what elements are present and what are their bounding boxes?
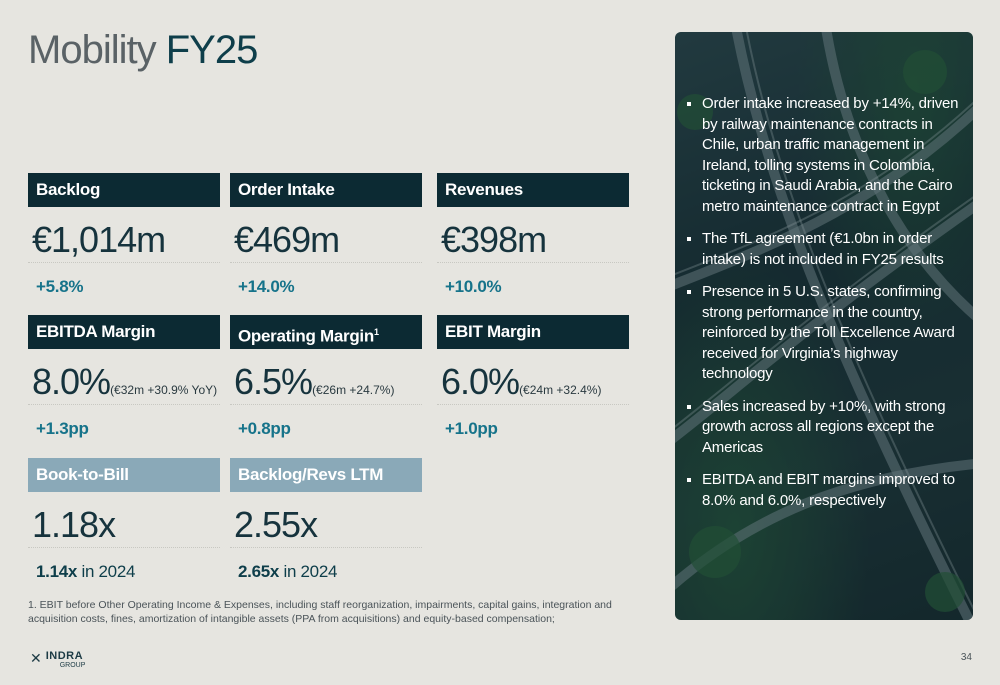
kpi-value-detail: (€26m +24.7%): [312, 383, 395, 397]
kpi-change: +1.0pp: [445, 419, 498, 438]
kpi-header: Operating Margin$^1$: [230, 315, 422, 349]
footnote: 1. EBIT before Other Operating Income & Expenses, including staff reorganization, impairments, capital gains, integration and acquisition costs, fines, amortization of intangible assets (PPA from acquisitions) and equity-based compensation;: [28, 599, 612, 625]
list-item: Presence in 5 U.S. states, confirming strong performance in the country, reinforced by the Toll Excellence Award received for Virginia’s highway technology: [687, 282, 969, 385]
kpi-card-backlog-revs: [230, 458, 422, 582]
kpi-change: +1.3pp: [36, 419, 89, 438]
kpi-value: €469m: [230, 219, 422, 263]
footnote-marker: 1: [373, 327, 379, 337]
kpi-header: Order Intake: [230, 173, 422, 207]
kpi-card-order-intake: [230, 173, 422, 297]
kpi-change: 2.65x in 2024: [238, 562, 338, 581]
logo-sub: GROUP: [59, 662, 86, 669]
list-item: Order intake increased by +14%, driven by railway maintenance contracts in Chile, urban traffic management in Ireland, tolling systems in Colombia, ticketing in Saudi Arabia, and the Cairo metro maintenance contract in Egypt: [687, 94, 969, 217]
kpi-card-ebit-margin: [437, 315, 629, 439]
kpi-value-detail: (€32m +30.9% YoY): [110, 383, 218, 397]
kpi-card-backlog: [28, 173, 220, 297]
highlights-panel: [675, 32, 973, 620]
kpi-header: EBIT Margin: [437, 315, 629, 349]
indra-logo: [30, 651, 85, 671]
kpi-card-book-to-bill: [28, 458, 220, 582]
list-item: The TfL agreement (€1.0bn in order intake) is not included in FY25 results: [687, 229, 969, 270]
kpi-value-detail: (€24m +32.4%): [519, 383, 602, 397]
title-fy: FY25: [165, 28, 258, 72]
kpi-value: 8.0%(€32m +30.9% YoY): [28, 361, 220, 405]
kpi-card-revenues: [437, 173, 629, 297]
kpi-change: 1.14x in 2024: [36, 562, 136, 581]
list-item: EBITDA and EBIT margins improved to 8.0% and 6.0%, respectively: [687, 470, 969, 511]
title-mobility: Mobility: [28, 28, 156, 72]
indra-logo-icon: ✕: [30, 650, 42, 666]
kpi-header: Revenues: [437, 173, 629, 207]
kpi-header: Book-to-Bill: [28, 458, 220, 492]
kpi-change: +5.8%: [36, 277, 84, 296]
kpi-value: 6.0%(€24m +32.4%): [437, 361, 629, 405]
logo-name: INDRA: [45, 650, 84, 662]
kpi-header: Backlog: [28, 173, 220, 207]
kpi-change: +14.0%: [238, 277, 295, 296]
kpi-card-operating-margin: [230, 315, 422, 439]
kpi-change: +0.8pp: [238, 419, 291, 438]
list-item: Sales increased by +10%, with strong growth across all regions except the Americas: [687, 397, 969, 459]
kpi-value: €1,014m: [28, 219, 220, 263]
kpi-value: 6.5%(€26m +24.7%): [230, 361, 422, 405]
kpi-header: Backlog/Revs LTM: [230, 458, 422, 492]
kpi-value: €398m: [437, 219, 629, 263]
page-number: 34: [960, 652, 972, 663]
kpi-change: +10.0%: [445, 277, 502, 296]
kpi-value: 1.18x: [28, 504, 220, 548]
kpi-value: 2.55x: [230, 504, 422, 548]
highlights-list: [687, 94, 969, 523]
kpi-card-ebitda-margin: [28, 315, 220, 439]
page-title: [28, 28, 257, 73]
kpi-header: EBITDA Margin: [28, 315, 220, 349]
